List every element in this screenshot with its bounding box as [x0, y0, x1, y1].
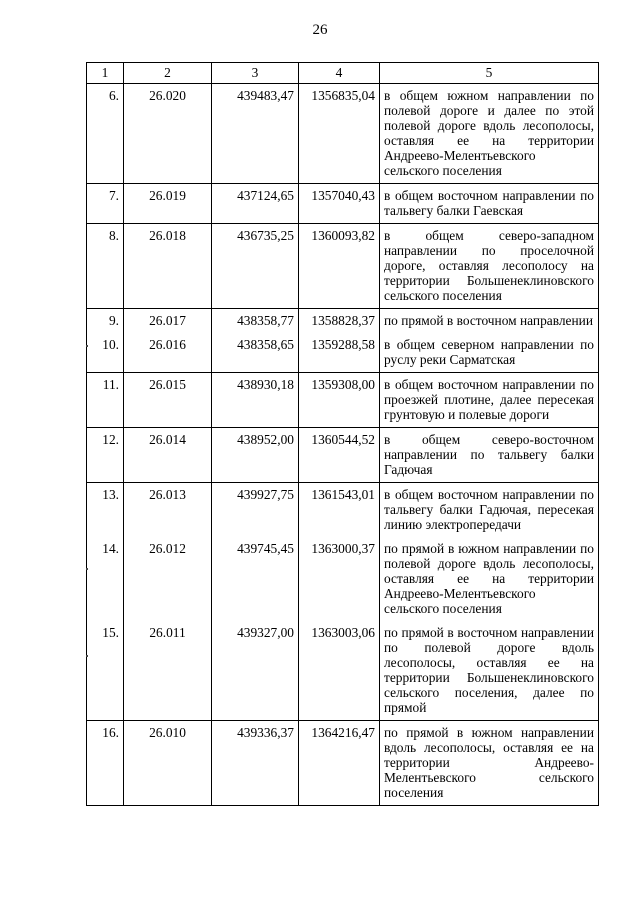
coord-y: 1363000,37	[299, 537, 380, 621]
scan-mark	[86, 655, 88, 657]
description: по прямой в южном направлении вдоль лесополосы, оставляя ее на территории Андреево-Мелентьевского сельского поселения	[380, 721, 599, 806]
coord-y: 1356835,04	[299, 84, 380, 184]
header-cell-3: 3	[212, 63, 299, 84]
table-row	[87, 224, 599, 309]
coord-x: 436735,25	[212, 224, 299, 309]
description: в общем восточном направлении по тальвегу балки Гаевская	[380, 184, 599, 224]
scan-mark	[86, 345, 88, 347]
table-row	[87, 537, 599, 621]
row-number: 9.	[87, 309, 124, 334]
table-row	[87, 373, 599, 428]
table-row	[87, 428, 599, 483]
coord-y: 1357040,43	[299, 184, 380, 224]
coord-x: 438358,65	[212, 333, 299, 373]
page-number: 26	[312, 22, 328, 38]
coord-x: 439336,37	[212, 721, 299, 806]
coord-x: 439483,47	[212, 84, 299, 184]
point-id: 26.015	[124, 373, 212, 428]
row-number: 14.	[87, 537, 124, 621]
description: в общем восточном направлении по тальвегу балки Гадючая, пересекая линию электропередачи	[380, 483, 599, 538]
table-row	[87, 84, 599, 184]
point-id: 26.010	[124, 721, 212, 806]
table-row	[87, 309, 599, 334]
description: по прямой в восточном направлении по полевой дороге вдоль лесополосы, оставляя ее на территории Большенеклиновского сельского поселения, далее по прямой	[380, 621, 599, 721]
coord-y: 1363003,06	[299, 621, 380, 721]
description: по прямой в восточном направлении	[380, 309, 599, 334]
row-number: 15.	[87, 621, 124, 721]
row-number: 13.	[87, 483, 124, 538]
coord-y: 1359288,58	[299, 333, 380, 373]
row-number: 12.	[87, 428, 124, 483]
table-header-row	[87, 63, 599, 84]
coord-y: 1364216,47	[299, 721, 380, 806]
row-number: 8.	[87, 224, 124, 309]
point-id: 26.017	[124, 309, 212, 334]
coord-x: 438930,18	[212, 373, 299, 428]
point-id: 26.016	[124, 333, 212, 373]
coord-y: 1359308,00	[299, 373, 380, 428]
row-number: 10.	[87, 333, 124, 373]
coord-x: 438952,00	[212, 428, 299, 483]
point-id: 26.012	[124, 537, 212, 621]
header-cell-2: 2	[124, 63, 212, 84]
point-id: 26.019	[124, 184, 212, 224]
description: в общем северо-восточном направлении по тальвегу балки Гадючая	[380, 428, 599, 483]
point-id: 26.011	[124, 621, 212, 721]
coord-y: 1361543,01	[299, 483, 380, 538]
coord-y: 1360093,82	[299, 224, 380, 309]
coord-x: 437124,65	[212, 184, 299, 224]
description: в общем северном направлении по руслу реки Сарматская	[380, 333, 599, 373]
row-number: 6.	[87, 84, 124, 184]
table-row	[87, 721, 599, 806]
header-cell-4: 4	[299, 63, 380, 84]
description: в общем южном направлении по полевой дороге и далее по этой полевой дороге вдоль лесополосы, оставляя ее на территории Андреево-Мелентьевского сельского поселения	[380, 84, 599, 184]
row-number: 7.	[87, 184, 124, 224]
coord-x: 439927,75	[212, 483, 299, 538]
coord-y: 1358828,37	[299, 309, 380, 334]
table-row	[87, 184, 599, 224]
point-id: 26.020	[124, 84, 212, 184]
coord-y: 1360544,52	[299, 428, 380, 483]
point-id: 26.014	[124, 428, 212, 483]
row-number: 16.	[87, 721, 124, 806]
description: в общем северо-западном направлении по проселочной дороге, оставляя лесополосу на территории Большенеклиновского сельского поселения	[380, 224, 599, 309]
header-cell-1: 1	[87, 63, 124, 84]
point-id: 26.018	[124, 224, 212, 309]
coord-x: 438358,77	[212, 309, 299, 334]
description: по прямой в южном направлении по полевой дороге вдоль лесополосы, оставляя ее на территории Андреево-Мелентьевского сельского поселения	[380, 537, 599, 621]
coord-x: 439745,45	[212, 537, 299, 621]
point-id: 26.013	[124, 483, 212, 538]
description: в общем восточном направлении по проезжей плотине, далее пересекая грунтовую и полевые дороги	[380, 373, 599, 428]
boundary-table	[86, 62, 599, 806]
scan-mark	[86, 568, 88, 570]
table-row	[87, 333, 599, 373]
table-row	[87, 483, 599, 538]
coord-x: 439327,00	[212, 621, 299, 721]
header-cell-5: 5	[380, 63, 599, 84]
table-row	[87, 621, 599, 721]
row-number: 11.	[87, 373, 124, 428]
